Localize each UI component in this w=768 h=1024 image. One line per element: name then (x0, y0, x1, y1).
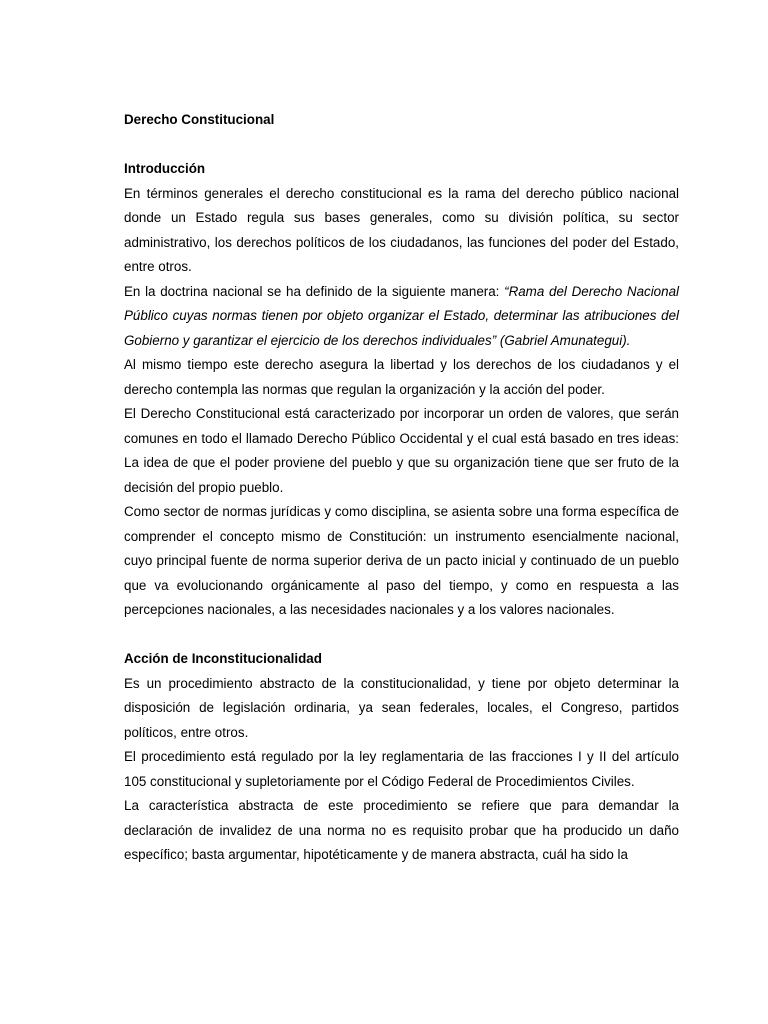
paragraph: Al mismo tiempo este derecho asegura la libertad y los derechos de los ciudadanos y el derecho contempla las normas que regulan la organización y la acción del poder. (124, 357, 679, 397)
paragraph: Como sector de normas jurídicas y como disciplina, se asienta sobre una forma específica de comprender el concepto mismo de Constitución: un instrumento esencialmente nacional, cuyo principal fuente de norma superior deriva de un pacto inicial y continuado de un pueblo que va evolucionando orgánicamente al paso del tiempo, y como en respuesta a las percepciones nacionales, a las necesidades nacionales y a los valores nacionales. (124, 504, 679, 617)
spacer (124, 133, 679, 158)
section-heading-introduccion: Introducción (124, 161, 206, 176)
paragraph: El Derecho Constitucional está caracterizado por incorporar un orden de valores, que serán comunes en todo el llamado Derecho Público Occidental y el cual está basado en tres ideas: La idea de que el poder proviene del pueblo y que su organización tiene que ser fruto de la decisión del propio pueblo. (124, 406, 679, 495)
quote-text: “Rama del Derecho Nacional Público cuyas normas tienen por objeto organizar el Estado, determinar las atribuciones del Gobierno y garantizar el ejercicio de los derechos individuales” (Gabriel Amunategui). (124, 283, 679, 348)
paragraph-doctrine-quote (124, 280, 679, 354)
document-title: Derecho Constitucional (124, 112, 275, 127)
document-page (124, 108, 679, 868)
paragraph: En términos generales el derecho constitucional es la rama del derecho público nacional donde un Estado regula sus bases generales, como su división política, su sector administrativo, los derechos políticos de los ciudadanos, las funciones del poder del Estado, entre otros. (124, 185, 679, 274)
paragraph: Es un procedimiento abstracto de la constitucionalidad, y tiene por objeto determinar la disposición de legislación ordinaria, ya sean federales, locales, el Congreso, partidos políticos, entre otros. (124, 675, 679, 740)
paragraph: La característica abstracta de este procedimiento se refiere que para demandar la declaración de invalidez de una norma no es requisito probar que ha producido un daño específico; basta argumentar, hipotéticamente y de manera abstracta, cuál ha sido la (124, 798, 679, 862)
quote-lead-text: En la doctrina nacional se ha definido de la siguiente manera: (124, 283, 505, 299)
paragraph: El procedimiento está regulado por la ley reglamentaria de las fracciones I y II del artículo 105 constitucional y supletoriamente por el Código Federal de Procedimientos Civiles. (124, 749, 679, 789)
section-heading-accion-inconstitucionalidad: Acción de Inconstitucionalidad (124, 651, 322, 666)
spacer (124, 623, 679, 648)
